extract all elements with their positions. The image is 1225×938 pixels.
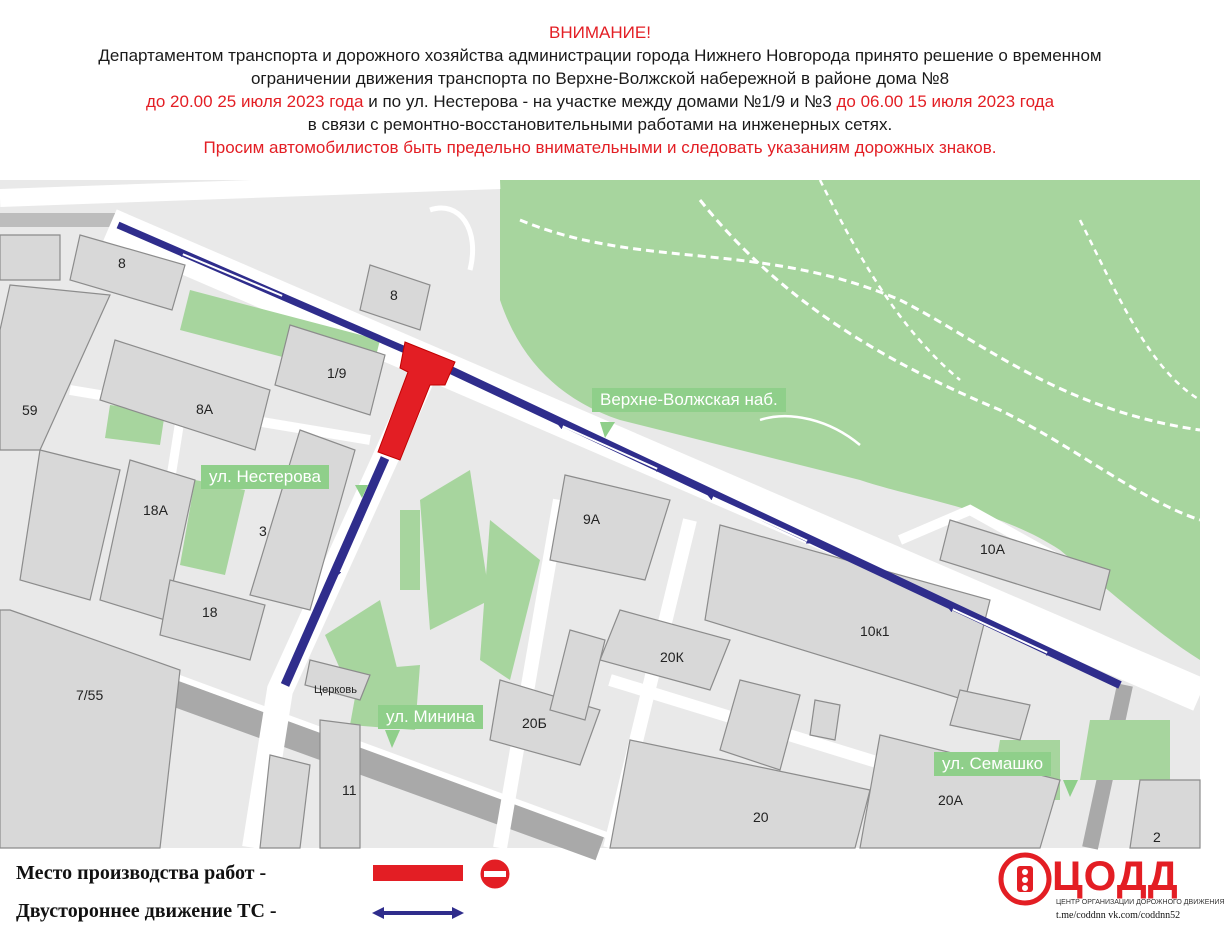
codd-links: t.me/coddnn vk.com/coddnn52 [1056,910,1181,921]
notice-line-4 [0,90,1200,113]
nesterova-section-text: и по ул. Нестерова - на участке между домами №1/9 и №3 [363,92,837,111]
building-shape [1130,780,1200,848]
building-number-2: 2 [1153,829,1161,845]
legend-symbols [370,858,520,938]
building-number-20b: 20Б [522,715,547,731]
building-number-20: 20 [753,809,769,825]
building-label-church: Церковь [314,684,358,696]
building-number-11: 11 [342,782,357,798]
deadline-nesterova: до 06.00 15 июля 2023 года [836,92,1055,111]
street-label-semashko: ул. Семашко [934,752,1051,776]
legend-two-way-label: Двустороннее движение ТС - [16,900,277,922]
building-number-10k1: 10к1 [860,623,890,639]
green-patch [400,510,420,590]
building-number-8-left: 8 [118,255,126,271]
legend-work-site-swatch [373,865,463,881]
building-number-20k: 20К [660,649,684,665]
codd-logo [996,850,1225,930]
building-number-18: 18 [202,604,218,620]
building-number-1-9: 1/9 [327,365,347,381]
no-entry-icon-bar [484,871,506,877]
codd-logo-emblem [996,850,1054,908]
notice-line-5: в связи с ремонтно-восстановительными работами на инженерных сетях. [307,115,893,134]
building-number-3: 3 [259,523,267,539]
building-number-20a: 20А [938,792,963,808]
notice-header [0,0,1200,178]
street-label-minina: ул. Минина [378,705,483,729]
street-map [0,180,1200,848]
green-patch [1080,720,1170,780]
building-number-8a: 8А [196,401,214,417]
street-label-nesterova: ул. Нестерова [201,465,329,489]
legend-work-site-label: Место производства работ - [16,862,267,884]
codd-brand: ЦОДД [1052,852,1179,899]
building-number-9a: 9А [583,511,601,527]
map-area [0,180,1200,848]
notice-line-2: Департаментом транспорта и дорожного хозяйства администрации города Нижнего Новгорода принято решение о временном [98,46,1102,65]
building-number-8-center: 8 [390,287,398,303]
building-shape [0,235,60,280]
building-number-7-55: 7/55 [76,687,104,703]
building-number-59: 59 [22,402,38,418]
notice-line-6: Просим автомобилистов быть предельно внимательными и следовать указаниям дорожных знаков. [203,138,997,157]
codd-subtitle: ЦЕНТР ОРГАНИЗАЦИИ ДОРОЖНОГО ДВИЖЕНИЯ [1056,899,1225,906]
building-number-18a: 18А [143,502,168,518]
building-number-10a: 10А [980,541,1005,557]
notice-title: ВНИМАНИЕ! [549,23,651,42]
street-label-verkhne-volzhskaya: Верхне-Волжская наб. [592,388,786,412]
notice-line-3: ограничении движения транспорта по Верхне-Волжской набережной в районе дома №8 [250,69,950,88]
building-shape [810,700,840,740]
deadline-embankment: до 20.00 25 июля 2023 года [145,92,364,111]
